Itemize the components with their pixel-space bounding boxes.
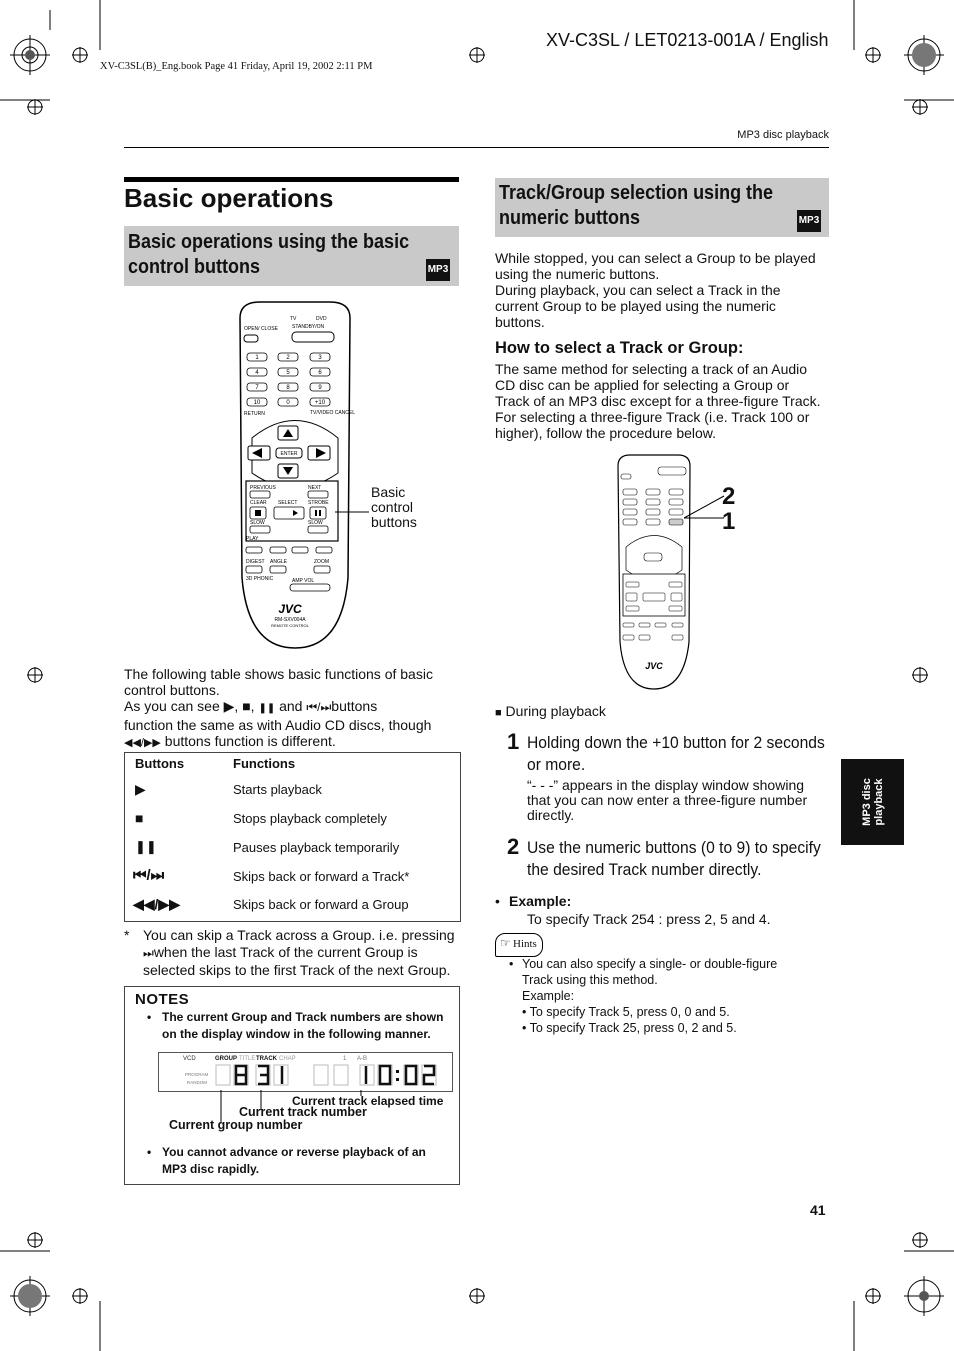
hint-bullet: • [509, 957, 514, 971]
lcd-callout-group: Current group number [169, 1118, 303, 1132]
hint-hand-icon: ☞ [500, 936, 511, 950]
table-row-function: Pauses playback temporarily [233, 840, 400, 855]
lcd-callout-elapsed: Current track elapsed time [292, 1094, 444, 1108]
callout-step-1: 1 [722, 508, 736, 535]
remote-slow-minus: SLOW [250, 520, 265, 526]
howto-paragraph: The same method for selecting a track of an Audio CD disc can be applied for selecting a Group or Track of an MP3 disc except for a three-figure Track. For selecting a three-figure Track (i.e. Track 100 or higher), follow the procedure below. [495, 361, 821, 441]
remote-select: SELECT [278, 500, 298, 506]
remote-brand-logo: JVC [278, 602, 302, 616]
lcd-ab-label: A-B [357, 1056, 368, 1062]
next-icon: ⏭ [143, 946, 154, 960]
lcd-display [158, 1052, 453, 1092]
left-section-band [124, 226, 459, 286]
remote-clear: CLEAR [250, 500, 267, 506]
header-rule [124, 147, 829, 148]
hints-badge [495, 933, 543, 957]
functions-table [124, 752, 461, 922]
lcd-repeat-label: 1 [343, 1056, 347, 1062]
remote-key-8: 8 [286, 385, 290, 391]
book-info-line: XV-C3SL(B)_Eng.book Page 41 Friday, April 19, 2002 2:11 PM [100, 61, 373, 72]
remote-tv-video: TV/VIDEO CANCEL [310, 410, 356, 416]
table-row-function: Skips back or forward a Group [233, 897, 409, 912]
hints-label: Hints [513, 938, 537, 950]
step-1-text: Holding down the +10 button for 2 seconds or more. [527, 733, 825, 774]
notes-box [124, 986, 460, 1185]
table-row-button: ▶ [135, 781, 146, 797]
howto-heading: How to select a Track or Group: [495, 339, 744, 357]
table-row-button: ⏮/⏭ [133, 867, 165, 884]
remote-standby: STANDBY/ON [292, 324, 325, 330]
footnote-mark: * [124, 927, 130, 943]
footnote: You can skip a Track across a Group. i.e. pressing ⏭when the last Track of the current Group is selected skips to the first Track of the next Group. [143, 927, 468, 979]
callout-step-2: 2 [722, 483, 736, 510]
table-row-function: Stops playback completely [233, 811, 387, 826]
remote-tv-label: TV [290, 316, 297, 322]
right-section-band [495, 178, 829, 237]
left-intro-paragraph: The following table shows basic functions of basic control buttons. As you can see ▶, ■, ❚❚ and ⏮/⏭buttons function the same as with Audio CD discs, though ◀◀/▶▶ buttons function is different. [124, 666, 464, 751]
basic-control-callout: Basic control buttons [371, 484, 417, 530]
remote-play: PLAY [246, 536, 259, 542]
remote-key-1: 1 [255, 355, 259, 361]
mp3-tag-left: MP3 [426, 259, 450, 281]
table-header-functions: Functions [233, 756, 296, 771]
small-remote-brand: JVC [645, 661, 663, 671]
remote-zoom: ZOOM [314, 559, 329, 565]
remote-key-5: 5 [286, 370, 290, 376]
remote-enter: ENTER [280, 451, 298, 457]
intro-line-last: ◀◀/▶▶ buttons function is different. [124, 733, 336, 749]
mp3-tag-right: MP3 [797, 210, 821, 232]
page-number: 41 [810, 1202, 826, 1218]
remote-dvd-label: DVD [316, 316, 327, 322]
notes-title: NOTES [135, 991, 190, 1008]
lcd-segments [214, 1063, 450, 1089]
step-1-number: 1 [507, 729, 520, 754]
title-bar [124, 177, 459, 182]
remote-amp-vol: AMP VOL [292, 578, 315, 584]
lcd-title-label: TITLE [239, 1056, 256, 1062]
table-row-function: Starts playback [233, 782, 322, 797]
remote-3d-phonic: 3D PHONIC [246, 576, 274, 582]
lcd-track-label: TRACK [256, 1056, 277, 1062]
note-bullet: • [147, 1010, 152, 1024]
remote-key-9: 9 [318, 385, 322, 391]
remote-open-close: OPEN/ CLOSE [244, 326, 278, 332]
remote-key-6: 6 [318, 370, 322, 376]
play-icon: ▶ [223, 698, 235, 714]
remote-model: RM-SXV004A [274, 617, 306, 623]
remote-control-diagram [230, 298, 360, 650]
stop-icon: ■ [242, 698, 251, 714]
remote-key-10: 10 [253, 400, 261, 406]
footnote-line2: ⏭when the last Track of the current Group is [143, 944, 418, 960]
lcd-group-label: GROUP [215, 1056, 238, 1062]
example-bullet: • [495, 893, 500, 909]
table-row-button: ■ [135, 810, 144, 826]
intro-line-buttons: As you can see ▶, ■, ❚❚ and ⏮/⏭buttons [124, 698, 378, 714]
remote-next: NEXT [308, 485, 322, 491]
remote-key-3: 3 [318, 355, 322, 361]
callout-leader [335, 500, 375, 530]
lcd-random-label: RANDOM [187, 1080, 207, 1085]
document-code: XV-C3SL / LET0213-001A / English [546, 30, 829, 50]
skip-icon: ⏮/⏭ [306, 700, 332, 714]
lcd-chap-label: CHAP [279, 1056, 296, 1062]
remote-slow-plus: SLOW [308, 520, 323, 526]
rewind-forward-icon: ◀◀/▶▶ [124, 737, 161, 749]
left-section-title: Basic operations using the basic control buttons [128, 231, 410, 278]
remote-caption: REMOTE CONTROL [271, 623, 309, 628]
note-1: The current Group and Track numbers are shown on the display window in the following manner. [162, 1010, 444, 1041]
note-bullet: • [147, 1145, 152, 1159]
during-playback-label: ■ During playback [495, 703, 606, 719]
note-2: You cannot advance or reverse playback of an MP3 disc rapidly. [162, 1145, 426, 1176]
remote-key-0: 0 [286, 400, 290, 406]
remote-angle: ANGLE [270, 559, 287, 565]
section-label: MP3 disc playback [737, 129, 829, 141]
pause-icon: ❚❚ [258, 703, 276, 714]
remote-return: RETURN [244, 411, 265, 417]
page-title: Basic operations [124, 183, 334, 213]
example-text: To specify Track 254 : press 2, 5 and 4. [527, 911, 771, 927]
hints-text: You can also specify a single- or double-figure Track using this method. Example: • To specify Track 5, press 0, 0 and 5. • To specify Track 25, press 0, 2 and 5. [522, 957, 778, 1035]
remote-digest: DIGEST [246, 559, 265, 565]
remote-strobe: STROBE [308, 500, 329, 506]
remote-key-plus10: +10 [314, 400, 326, 406]
square-bullet-icon: ■ [495, 707, 502, 719]
lcd-vcd-label: VCD [183, 1056, 196, 1062]
lcd-program-label: PROGRAM [185, 1072, 209, 1077]
table-header-buttons: Buttons [135, 756, 185, 771]
right-section-title: Track/Group selection using the numeric buttons [499, 182, 774, 229]
remote-key-7: 7 [255, 385, 259, 391]
step-1-subtext: “- - -” appears in the display window showing that you can now enter a three-figure number directly. [527, 777, 808, 823]
right-intro-paragraph: While stopped, you can select a Group to be played using the numeric buttons. During playback, you can select a Track in the current Group to be played using the numeric buttons. [495, 250, 816, 330]
remote-previous: PREVIOUS [250, 485, 276, 491]
remote-key-2: 2 [286, 355, 290, 361]
example-label: Example: [509, 893, 572, 909]
step-2-text: Use the numeric buttons (0 to 9) to specify the desired Track number directly. [527, 838, 821, 879]
lcd-callout-track: Current track number [239, 1105, 367, 1119]
table-row-button: ❚❚ [135, 839, 157, 854]
step-2-number: 2 [507, 834, 520, 859]
side-tab [841, 759, 904, 845]
table-row-function: Skips back or forward a Track* [233, 869, 410, 884]
remote-key-4: 4 [255, 370, 259, 376]
side-tab-label: MP3 disc playback [860, 778, 885, 826]
table-row-button: ◀◀/▶▶ [133, 896, 180, 912]
